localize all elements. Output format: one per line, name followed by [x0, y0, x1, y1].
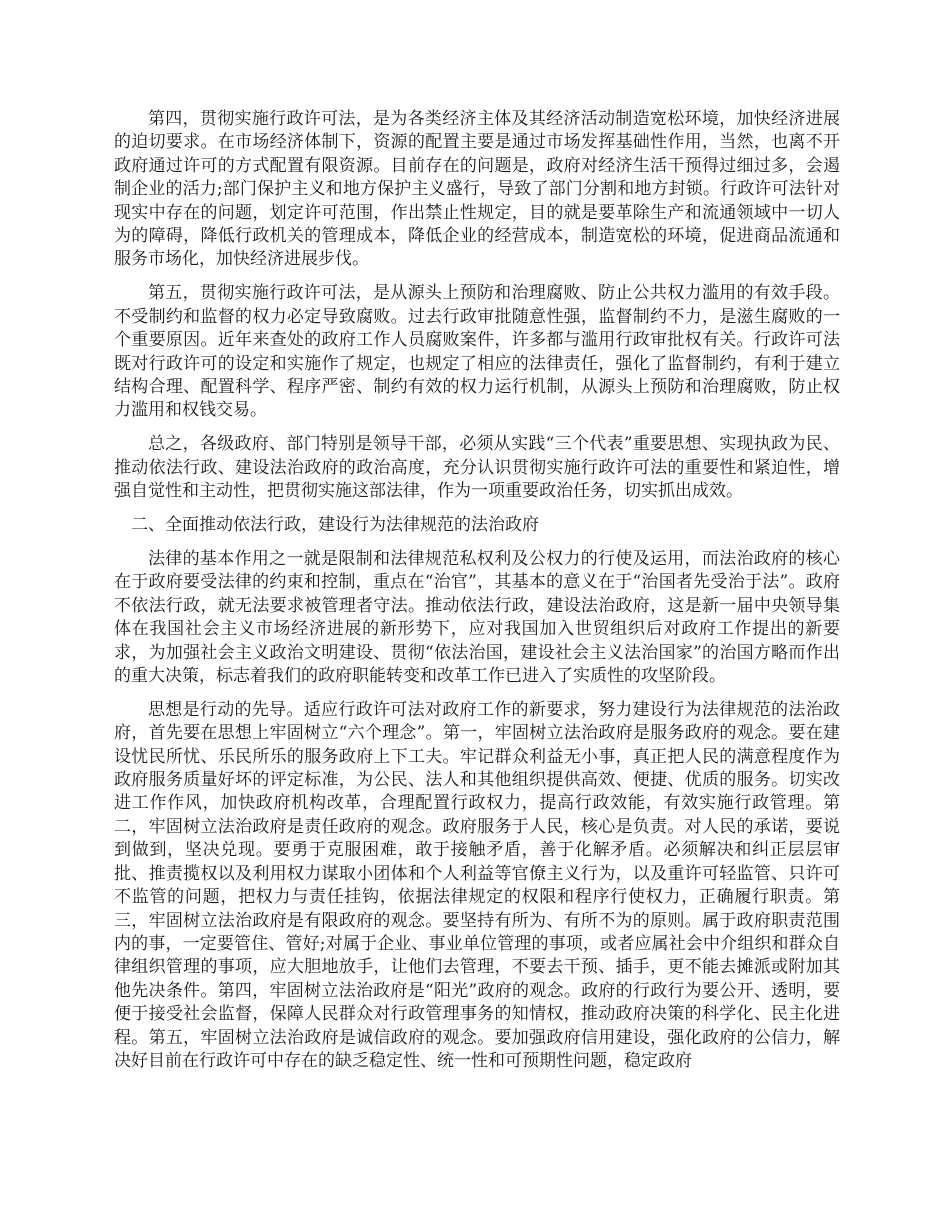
- section-heading: 二、全面推动依法行政，建设行为法律规范的法治政府: [131, 515, 539, 535]
- paragraph-rule-of-law: 法律的基本作用之一就是限制和法律规范私权利及公权力的行使及运用，而法治政府的核心在于政府要受法律的约束和控制，重点在“治官”，其基本的意义在于“治国者先受治于法”。政府不依法行政，就无法要求被管理者守法。推动依法行政，建设法治政府，这是新一届中央领导集体在我国社会主义市场经济进展的新形势下，应对我国加入世贸组织后对政府工作提出的新要求，为加强社会主义政治文明建设、贯彻“依法治国，建设社会主义法治国家”的治国方略而作出的重大决策，标志着我们的政府职能转变和改革工作已进入了实质性的攻坚阶段。: [114, 548, 840, 686]
- document-body: [114, 108, 840, 1084]
- paragraph-six-concepts: 思想是行动的先导。适应行政许可法对政府工作的新要求，努力建设行为法律规范的法治政府，首先要在思想上牢固树立“六个理念”。第一，牢固树立法治政府是服务政府的观念。要在建设忧民所忧、乐民所乐的服务政府上下工夫。牢记群众利益无小事，真正把人民的满意程度作为政府服务质量好坏的评定标准，为公民、法人和其他组织提供高效、便捷、优质的服务。切实改进工作作风，加快政府机构改革，合理配置行政权力，提高行政效能，有效实施行政管理。第二，牢固树立法治政府是责任政府的观念。政府服务于人民，核心是负责。对人民的承诺，要说到做到，坚决兑现。要勇于克服困难，敢于接触矛盾，善于化解矛盾。必须解决和纠正层层审批、推责揽权以及利用权力谋取小团体和个人利益等官僚主义行为，以及重许可轻监管、只许可不监管的问题，把权力与责任挂钩，依据法律规定的权限和程序行使权力，正确履行职责。第三，牢固树立法治政府是有限政府的观念。要坚持有所为、有所不为的原则。属于政府职责范围内的事，一定要管住、管好;对属于企业、事业单位管理的事项，或者应属社会中介组织和群众自律组织管理的事项，应大胆地放手，让他们去管理，不要去干预、插手，更不能去摊派或附加其他先决条件。第四，牢固树立法治政府是“阳光”政府的观念。政府的行政行为要公开、透明，要便于接受社会监督，保障人民群众对行政管理事务的知情权，推动政府决策的科学化、民主化进程。第五，牢固树立法治政府是诚信政府的观念。要加强政府信用建设，强化政府的公信力，解决好目前在行政许可中存在的缺乏稳定性、统一性和可预期性问题，稳定政府: [114, 699, 840, 1071]
- paragraph-summary: 总之，各级政府、部门特别是领导干部，必须从实践“三个代表”重要思想、实现执政为民、推动依法行政、建设法治政府的政治高度，充分认识贯彻实施行政许可法的重要性和紧迫性，增强自觉性和主动性，把贯彻实施这部法律，作为一项重要政治任务，切实抓出成效。: [114, 434, 840, 502]
- paragraph-fourth-point: 第四，贯彻实施行政许可法，是为各类经济主体及其经济活动制造宽松环境，加快经济进展的迫切要求。在市场经济体制下，资源的配置主要是通过市场发挥基础性作用，当然，也离不开政府通过许可的方式配置有限资源。目前存在的问题是，政府对经济生活干预得过细过多，会遏制企业的活力;部门保护主义和地方保护主义盛行，导致了部门分割和地方封锁。行政许可法针对现实中存在的问题，划定许可范围，作出禁止性规定，目的就是要革除生产和流通领域中一切人为的障碍，降低行政机关的管理成本，降低企业的经营成本，制造宽松的环境，促进商品流通和服务市场化，加快经济进展步伐。: [114, 109, 840, 270]
- paragraph-fifth-point: 第五，贯彻实施行政许可法，是从源头上预防和治理腐败、防止公共权力滥用的有效手段。不受制约和监督的权力必定导致腐败。过去行政审批随意性强，监督制约不力，是滋生腐败的一个重要原因。近年来查处的政府工作人员腐败案件，许多都与滥用行政审批权有关。行政许可法既对行政许可的设定和实施作了规定，也规定了相应的法律责任，强化了监督制约，有利于建立结构合理、配置科学、程序严密、制约有效的权力运行机制，从源头上预防和治理腐败，防止权力滥用和权钱交易。: [114, 283, 840, 421]
